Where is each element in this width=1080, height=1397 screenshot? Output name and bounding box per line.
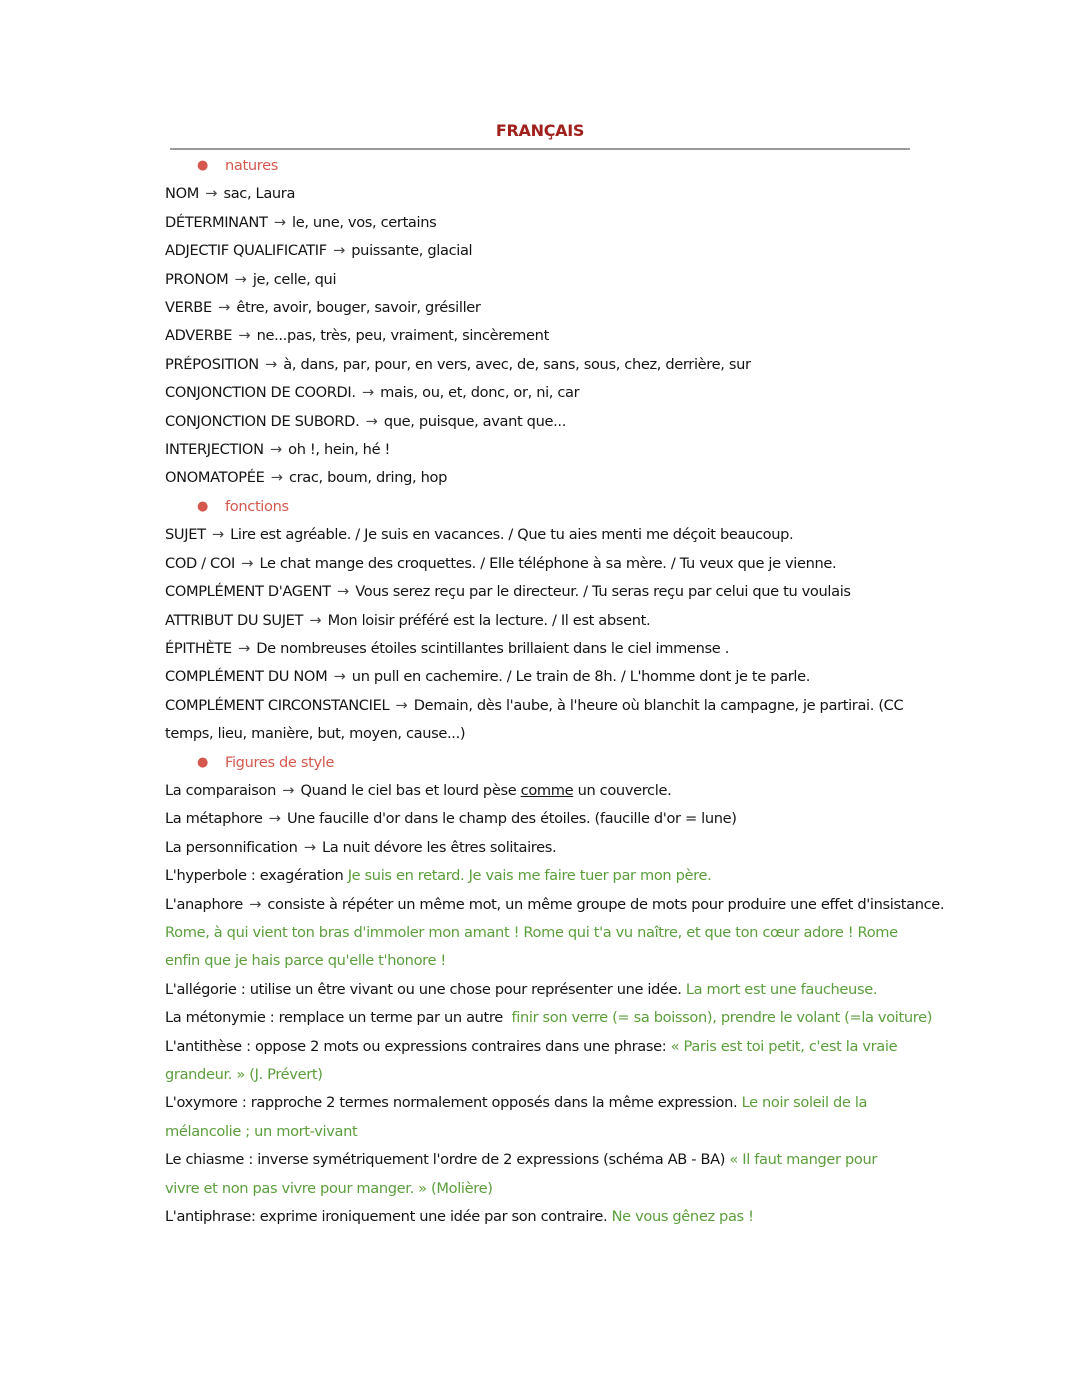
- nature-item-onomatopee: [165, 464, 913, 492]
- term: INTERJECTION: [165, 441, 264, 459]
- fonction-item-attribut: [165, 607, 913, 635]
- example: Le noir soleil de la mélancolie ; un mort-vivant: [165, 1094, 868, 1140]
- nature-item-preposition: [165, 351, 913, 379]
- figure-item-antithese: [165, 1033, 913, 1090]
- term: SUJET: [165, 526, 206, 544]
- example: finir son verre (= sa boisson), prendre le volant (=la voiture): [511, 1009, 933, 1027]
- figure-item-anaphore: [165, 891, 945, 919]
- section-heading-label: Figures de style: [225, 753, 335, 771]
- figure-item-antiphrase: [165, 1203, 913, 1231]
- term: CONJONCTION DE SUBORD.: [165, 412, 360, 430]
- nature-item-nom: [165, 180, 913, 208]
- figure-item-allegorie: [165, 976, 913, 1004]
- example: Ne vous gênez pas !: [611, 1208, 754, 1226]
- arrow-icon: →: [361, 384, 374, 402]
- nature-item-verbe: [165, 294, 913, 322]
- term: DÉTERMINANT: [165, 213, 268, 231]
- nature-item-adjectif: [165, 237, 913, 265]
- term: COMPLÉMENT D'AGENT: [165, 583, 331, 601]
- figure-item-comparaison: [165, 777, 913, 805]
- figure-item-hyperbole: [165, 862, 913, 890]
- figure-item-chiasme: [165, 1146, 913, 1203]
- nature-item-interjection: [165, 436, 913, 464]
- arrow-icon: →: [365, 412, 378, 430]
- figure-item-oxymore: [165, 1089, 913, 1146]
- nature-item-conj-subord: [165, 408, 913, 436]
- definition: à, dans, par, pour, en vers, avec, de, sans, sous, chez, derrière, sur: [283, 355, 751, 373]
- example: Je suis en retard. Je vais me faire tuer par mon père.: [347, 867, 712, 885]
- fonction-item-epithete: [165, 635, 913, 663]
- notes-body: [165, 152, 945, 1231]
- arrow-icon: →: [205, 185, 218, 203]
- term: PRONOM: [165, 270, 229, 288]
- term: ONOMATOPÉE: [165, 469, 265, 487]
- term: CONJONCTION DE COORDI.: [165, 384, 356, 402]
- definition-end: un couvercle.: [577, 781, 672, 799]
- definition: Mon loisir préféré est la lecture. / Il est absent.: [327, 611, 651, 629]
- section-heading-label: fonctions: [225, 497, 289, 515]
- nature-item-pronom: [165, 266, 913, 294]
- definition: que, puisque, avant que...: [383, 412, 566, 430]
- underlined-word: comme: [520, 781, 574, 799]
- term: La métaphore: [165, 810, 263, 828]
- fonction-item-complement-nom: [165, 663, 913, 691]
- arrow-icon: →: [273, 213, 286, 231]
- definition: puissante, glacial: [351, 242, 473, 260]
- figure-example-anaphore: Rome, à qui vient ton bras d'immoler mon amant ! Rome qui t'a vu naître, et que ton cœur adore ! Rome enfin que je hais parce qu'elle t'honore !: [165, 923, 898, 970]
- term: ADVERBE: [165, 327, 233, 345]
- definition: Le chat mange des croquettes. / Elle téléphone à sa mère. / Tu veux que je vienne.: [259, 554, 837, 572]
- arrow-icon: →: [238, 639, 250, 657]
- arrow-icon: →: [269, 441, 282, 459]
- definition: le, une, vos, certains: [292, 213, 437, 231]
- term: L'anaphore: [165, 895, 243, 913]
- definition: un pull en cachemire. / Le train de 8h. / L'homme dont je te parle.: [351, 668, 811, 686]
- example: « Paris est toi petit, c'est la vraie grandeur. » (J. Prévert): [165, 1037, 898, 1083]
- figure-item-metonymie: [165, 1004, 933, 1032]
- arrow-icon: →: [234, 270, 247, 288]
- definition: ne...pas, très, peu, vraiment, sincèrement: [256, 327, 549, 345]
- arrow-icon: →: [238, 327, 251, 345]
- bullet-dot-icon: ●: [197, 498, 208, 514]
- definition: oh !, hein, hé !: [288, 441, 390, 459]
- bullet-dot-icon: ●: [197, 754, 208, 770]
- definition: crac, boum, dring, hop: [288, 469, 448, 487]
- definition: Une faucille d'or dans le champ des étoiles. (faucille d'or = lune): [286, 810, 737, 828]
- term: L'hyperbole : exagération: [165, 867, 344, 885]
- arrow-icon: →: [265, 355, 277, 373]
- term: La personnification: [165, 838, 298, 856]
- term: La métonymie : remplace un terme par un autre: [165, 1009, 503, 1027]
- term: L'oxymore : rapproche 2 termes normalement opposés dans la même expression.: [165, 1094, 738, 1112]
- arrow-icon: →: [211, 526, 224, 544]
- term: L'antiphrase: exprime ironiquement une idée par son contraire.: [165, 1208, 608, 1226]
- term: VERBE: [165, 299, 212, 317]
- example: « Il faut manger pour vivre et non pas vivre pour manger. » (Molière): [165, 1151, 878, 1197]
- fonction-item-sujet: [165, 521, 913, 549]
- term: Le chiasme : inverse symétriquement l'ordre de 2 expressions (schéma AB - BA): [165, 1151, 726, 1169]
- arrow-icon: →: [270, 469, 283, 487]
- arrow-icon: →: [218, 299, 231, 317]
- section-heading-figures: [165, 749, 913, 777]
- arrow-icon: →: [333, 668, 346, 686]
- figure-item-personnification: [165, 834, 913, 862]
- term: L'allégorie : utilise un être vivant ou une chose pour représenter une idée.: [165, 980, 682, 998]
- example: La mort est une faucheuse.: [685, 980, 878, 998]
- definition: Lire est agréable. / Je suis en vacances. / Que tu aies menti me déçoit beaucoup.: [230, 526, 794, 544]
- term: ÉPITHÈTE: [165, 639, 232, 657]
- nature-item-adverbe: [165, 322, 913, 350]
- fonction-item-complement-circonstanciel: [165, 692, 913, 749]
- term: L'antithèse : oppose 2 mots ou expressions contraires dans une phrase:: [165, 1037, 667, 1055]
- definition: être, avoir, bouger, savoir, grésiller: [236, 299, 481, 317]
- title-divider: [170, 148, 910, 150]
- term: COD / COI: [165, 554, 235, 572]
- definition: La nuit dévore les êtres solitaires.: [322, 838, 557, 856]
- arrow-icon: →: [309, 611, 322, 629]
- section-heading-fonctions: [165, 493, 913, 521]
- arrow-icon: →: [337, 583, 349, 601]
- term: COMPLÉMENT DU NOM: [165, 668, 328, 686]
- definition: Demain, dès l'aube, à l'heure où blanchit la campagne, je partirai. (CC temps, lieu, manière, but, moyen, cause...): [165, 696, 904, 743]
- arrow-icon: →: [333, 242, 345, 260]
- arrow-icon: →: [303, 838, 316, 856]
- fonction-item-complement-agent: [165, 578, 913, 606]
- definition: consiste à répéter un même mot, un même groupe de mots pour produire une effet d'insistance.: [267, 895, 945, 913]
- arrow-icon: →: [282, 781, 295, 799]
- definition: mais, ou, et, donc, or, ni, car: [380, 384, 580, 402]
- arrow-icon: →: [249, 895, 262, 913]
- bullet-dot-icon: ●: [197, 158, 208, 173]
- arrow-icon: →: [268, 810, 281, 828]
- term: ATTRIBUT DU SUJET: [165, 611, 304, 629]
- definition: sac, Laura: [223, 185, 296, 203]
- term: COMPLÉMENT CIRCONSTANCIEL: [165, 696, 390, 714]
- definition: je, celle, qui: [252, 270, 337, 288]
- page-title: FRANÇAIS: [495, 121, 585, 140]
- section-heading-natures: [165, 152, 913, 180]
- term: PRÉPOSITION: [165, 355, 259, 373]
- arrow-icon: →: [241, 554, 254, 572]
- figure-item-metaphore: [165, 805, 913, 833]
- arrow-icon: →: [395, 696, 408, 714]
- definition: Vous serez reçu par le directeur. / Tu seras reçu par celui que tu voulais: [355, 583, 851, 601]
- nature-item-determinant: [165, 209, 913, 237]
- term: NOM: [165, 185, 199, 203]
- definition: Quand le ciel bas et lourd pèse: [300, 781, 517, 799]
- term: La comparaison: [165, 781, 276, 799]
- fonction-item-cod-coi: [165, 550, 913, 578]
- definition: De nombreuses étoiles scintillantes brillaient dans le ciel immense .: [256, 639, 729, 657]
- section-heading-label: natures: [225, 157, 278, 174]
- term: ADJECTIF QUALIFICATIF: [165, 242, 327, 260]
- nature-item-conj-coord: [165, 379, 913, 407]
